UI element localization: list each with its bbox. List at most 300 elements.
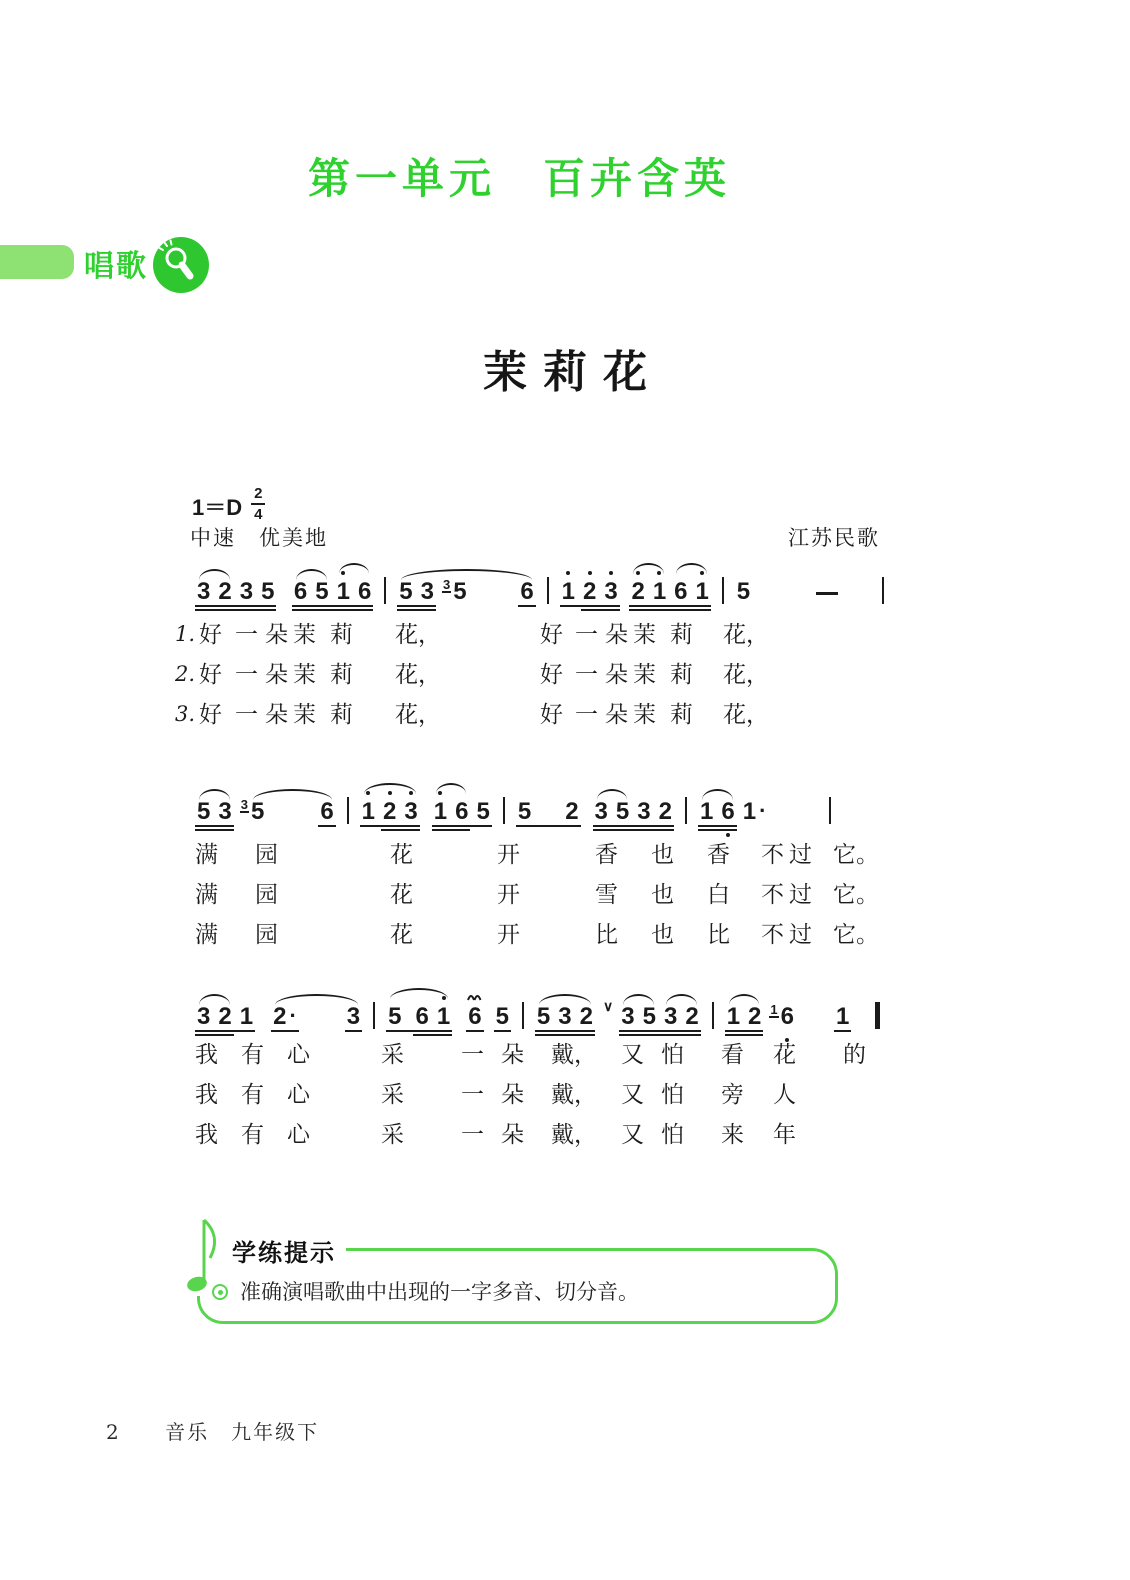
augmentation-dot: · bbox=[759, 798, 767, 823]
underline bbox=[195, 1034, 234, 1036]
lyric-char: 花， bbox=[723, 662, 769, 688]
lyric-char: 人 bbox=[773, 1082, 796, 1108]
underline bbox=[494, 1030, 511, 1032]
key-signature bbox=[192, 486, 265, 522]
note: 3 5 bbox=[442, 577, 467, 605]
lyric-char: 采 bbox=[381, 1082, 404, 1108]
slur bbox=[339, 563, 370, 574]
barline bbox=[722, 577, 724, 604]
slur bbox=[702, 789, 733, 800]
duration-dash bbox=[816, 592, 839, 595]
underline bbox=[413, 1034, 452, 1036]
note: 5 bbox=[736, 578, 751, 605]
note-group bbox=[723, 1005, 766, 1029]
spacer bbox=[257, 1028, 269, 1029]
note: 6 bbox=[464, 1005, 485, 1029]
underline bbox=[834, 1030, 851, 1032]
lyric-char: 莉 bbox=[330, 622, 353, 648]
note: 5 bbox=[197, 798, 211, 825]
note: 2 bbox=[685, 1003, 699, 1030]
lyric-char: 不 bbox=[761, 842, 784, 868]
slur bbox=[436, 783, 467, 794]
spacer bbox=[583, 823, 591, 824]
underline bbox=[698, 825, 737, 827]
lyric-char: 花 bbox=[390, 882, 413, 908]
note: 1 bbox=[433, 1005, 454, 1029]
lyric-char: 朵 bbox=[605, 662, 628, 688]
lyric-char: 茉 bbox=[293, 702, 316, 728]
note: 3 bbox=[594, 798, 608, 825]
spacer bbox=[770, 823, 820, 824]
lyric-char: 它。 bbox=[833, 842, 879, 868]
note: 5 bbox=[536, 1003, 551, 1030]
barline bbox=[685, 797, 687, 824]
spacer bbox=[853, 1028, 863, 1029]
note: 1 bbox=[430, 800, 451, 824]
underline bbox=[195, 609, 276, 611]
lyric-char: 心 bbox=[287, 1082, 310, 1108]
note: 1 bbox=[699, 798, 714, 825]
note-group bbox=[492, 1005, 513, 1029]
note: 2 bbox=[565, 798, 579, 825]
note: 3 bbox=[197, 578, 211, 605]
note: 2 bbox=[748, 1003, 762, 1030]
lyric-char: 一 bbox=[575, 622, 598, 648]
lyric-char: 怕 bbox=[661, 1122, 684, 1148]
note-group bbox=[290, 580, 375, 604]
note: 1 bbox=[692, 580, 713, 604]
note: 6 bbox=[415, 1003, 429, 1030]
lyric-char: 又 bbox=[621, 1082, 644, 1108]
lyric-char: 朵 bbox=[605, 622, 628, 648]
lyric-char: 茉 bbox=[633, 622, 656, 648]
underline bbox=[271, 1030, 299, 1032]
note-group bbox=[193, 800, 236, 824]
note-group bbox=[430, 800, 494, 824]
underline bbox=[195, 825, 234, 827]
note: 1 bbox=[649, 580, 670, 604]
barline bbox=[882, 577, 884, 604]
note: 6 bbox=[717, 800, 738, 824]
underline bbox=[518, 605, 535, 607]
note: 1 6 bbox=[765, 1003, 798, 1029]
underline bbox=[725, 1034, 764, 1036]
lyric-char: 莉 bbox=[670, 662, 693, 688]
slur bbox=[633, 563, 664, 574]
underline bbox=[292, 609, 373, 611]
note: 3 bbox=[239, 578, 254, 605]
lyric-char: 莉 bbox=[670, 622, 693, 648]
note: 5 bbox=[642, 1003, 656, 1030]
underline bbox=[535, 1034, 595, 1036]
note: 2 bbox=[658, 798, 672, 825]
underline bbox=[466, 1030, 483, 1032]
note-group bbox=[579, 580, 622, 604]
note: 2 bbox=[379, 800, 400, 824]
lyric-char: 花 bbox=[390, 922, 413, 948]
lyric-char: 不 bbox=[761, 922, 784, 948]
barline bbox=[712, 1002, 714, 1029]
lyric-char: 有 bbox=[241, 1122, 264, 1148]
lyric-char: 也 bbox=[651, 842, 674, 868]
spacer bbox=[844, 603, 873, 604]
lyric-char: 2. bbox=[175, 662, 196, 686]
slur bbox=[199, 789, 230, 800]
note: 5 bbox=[315, 578, 329, 605]
spacer bbox=[471, 603, 517, 604]
note: 5 bbox=[476, 798, 490, 825]
lyric-char: 一 bbox=[235, 662, 258, 688]
footer bbox=[106, 1416, 319, 1445]
note-group bbox=[379, 800, 422, 824]
note: 3 bbox=[621, 1003, 635, 1030]
note-group bbox=[533, 1005, 597, 1029]
lyric-char: 有 bbox=[241, 1082, 264, 1108]
barline bbox=[547, 577, 549, 604]
underline bbox=[560, 605, 620, 607]
lyric-char: 年 bbox=[773, 1122, 796, 1148]
lyric-char: 旁 bbox=[721, 1082, 744, 1108]
barline bbox=[384, 577, 386, 604]
lyric-char: 朵 bbox=[265, 702, 288, 728]
lyric-char: 好 bbox=[199, 702, 222, 728]
page-number: 2 bbox=[106, 1420, 119, 1444]
lyric-char: 莉 bbox=[330, 702, 353, 728]
lyric-char: 心 bbox=[287, 1042, 310, 1068]
lyric-char: 花， bbox=[395, 622, 441, 648]
underline bbox=[360, 825, 420, 827]
underline bbox=[629, 605, 710, 607]
lyric-char: 园 bbox=[255, 882, 278, 908]
tempo-marking: 中速 优美地 bbox=[190, 526, 328, 550]
spacer bbox=[422, 823, 430, 824]
note: 3 bbox=[600, 580, 621, 604]
underline bbox=[698, 829, 737, 831]
note-group bbox=[411, 1005, 454, 1029]
spacer bbox=[535, 823, 561, 824]
book-title: 音乐 九年级下 bbox=[165, 1420, 320, 1444]
notation-line-2 bbox=[193, 790, 893, 824]
lyric-char: 花 bbox=[773, 1042, 796, 1068]
note-group bbox=[464, 1005, 485, 1029]
note: 3 bbox=[218, 798, 232, 825]
barline bbox=[347, 797, 349, 824]
lyric-char: 心 bbox=[287, 1122, 310, 1148]
note: 5 bbox=[615, 798, 630, 825]
note: 6 bbox=[293, 578, 308, 605]
lyric-char: 满 bbox=[195, 882, 218, 908]
lyric-char: 一 bbox=[461, 1122, 484, 1148]
underline bbox=[593, 829, 674, 831]
underline bbox=[619, 1034, 700, 1036]
lyric-char: 香 bbox=[595, 842, 618, 868]
note: 6 bbox=[520, 578, 534, 605]
slur bbox=[539, 994, 591, 1005]
singing-tab-label: 唱歌 bbox=[84, 250, 148, 283]
lyric-char: 花， bbox=[723, 622, 769, 648]
slur bbox=[729, 994, 760, 1005]
note: 3 bbox=[420, 578, 434, 605]
note: 3 5 bbox=[240, 797, 265, 825]
note: 1 bbox=[558, 580, 579, 604]
note: 3 bbox=[663, 1003, 678, 1030]
lyric-char: 好 bbox=[199, 662, 222, 688]
note: 3 bbox=[637, 798, 651, 825]
underline bbox=[345, 1030, 362, 1032]
tips-title: 学练提示 bbox=[226, 1233, 346, 1268]
spacer bbox=[301, 1028, 343, 1029]
note-group bbox=[516, 580, 537, 604]
note: 5 bbox=[399, 578, 413, 605]
slur bbox=[666, 994, 697, 1005]
octave-dot-high bbox=[609, 571, 613, 575]
note: 1 bbox=[239, 1003, 254, 1030]
lyric-char: 过 bbox=[789, 922, 812, 948]
lyric-char: 开 bbox=[497, 882, 520, 908]
underline bbox=[381, 829, 420, 831]
underline bbox=[397, 609, 436, 611]
note-group bbox=[430, 800, 473, 824]
lyric-char: 它。 bbox=[833, 922, 879, 948]
microphone-icon bbox=[153, 237, 209, 293]
spacer bbox=[798, 1028, 832, 1029]
lyric-char: 我 bbox=[195, 1122, 218, 1148]
lyric-char: 一 bbox=[235, 702, 258, 728]
note-group bbox=[832, 1005, 853, 1029]
note-group bbox=[193, 1005, 236, 1029]
lyric-char: 一 bbox=[461, 1082, 484, 1108]
note: 2 bbox=[218, 578, 232, 605]
note: 6 bbox=[674, 578, 688, 605]
note-group bbox=[395, 580, 438, 604]
lyric-char: 好 bbox=[540, 622, 563, 648]
underline bbox=[386, 1030, 452, 1032]
note: 6 bbox=[357, 578, 372, 605]
lyric-char: 开 bbox=[497, 922, 520, 948]
lyric-char: 朵 bbox=[501, 1042, 524, 1068]
spacer bbox=[278, 603, 289, 604]
underline bbox=[516, 825, 581, 827]
slur bbox=[199, 994, 230, 1005]
octave-dot-high bbox=[566, 571, 570, 575]
lyric-char: 开 bbox=[497, 842, 520, 868]
spacer bbox=[268, 823, 316, 824]
lyric-char: 比 bbox=[595, 922, 618, 948]
lyric-char: 来 bbox=[721, 1122, 744, 1148]
underline bbox=[535, 1030, 595, 1032]
lyric-char: 也 bbox=[651, 922, 674, 948]
microphone-glyph bbox=[153, 237, 209, 293]
lyric-char: 过 bbox=[789, 882, 812, 908]
slur bbox=[253, 789, 332, 800]
slur bbox=[623, 994, 654, 1005]
note-group bbox=[591, 800, 676, 824]
spacer bbox=[454, 1028, 464, 1029]
lyric-char: 又 bbox=[621, 1122, 644, 1148]
note-group bbox=[627, 580, 712, 604]
lyric-char: 一 bbox=[461, 1042, 484, 1068]
underline bbox=[581, 609, 620, 611]
note: 1 · bbox=[742, 798, 767, 825]
slur bbox=[390, 988, 448, 999]
lyric-char: 看 bbox=[721, 1042, 744, 1068]
augmentation-dot: · bbox=[289, 1003, 297, 1028]
note-group bbox=[269, 1005, 301, 1029]
underline bbox=[195, 829, 234, 831]
lyric-char: 茉 bbox=[293, 622, 316, 648]
underline bbox=[432, 829, 471, 831]
note: 6 bbox=[455, 798, 469, 825]
barline bbox=[522, 1002, 524, 1029]
slur bbox=[364, 783, 416, 794]
time-signature bbox=[251, 486, 265, 522]
lyric-char: 朵 bbox=[605, 702, 628, 728]
note-group bbox=[193, 580, 278, 604]
lyric-char: 也 bbox=[651, 882, 674, 908]
time-numerator: 2 bbox=[251, 486, 265, 505]
note-group bbox=[343, 1005, 364, 1029]
lyric-char: 雪 bbox=[595, 882, 618, 908]
final-barline bbox=[875, 1002, 880, 1029]
lyric-char: 我 bbox=[195, 1042, 218, 1068]
note-group bbox=[617, 1005, 702, 1029]
breath-mark: ∨ bbox=[603, 998, 614, 1014]
lyric-char: 一 bbox=[575, 702, 598, 728]
spacer bbox=[754, 603, 809, 604]
slur bbox=[199, 569, 230, 580]
lyric-char: 茉 bbox=[293, 662, 316, 688]
barline bbox=[373, 1002, 375, 1029]
note: 5 bbox=[517, 798, 532, 825]
barline bbox=[829, 797, 831, 824]
underline bbox=[292, 605, 373, 607]
lyric-char: 戴， bbox=[551, 1082, 597, 1108]
lyric-char: 采 bbox=[381, 1122, 404, 1148]
key-label: 1＝D bbox=[192, 495, 243, 520]
song-title: 茉莉花 bbox=[483, 347, 663, 398]
lyric-char: 园 bbox=[255, 842, 278, 868]
notation-line-3 bbox=[193, 995, 893, 1029]
note: 2 bbox=[218, 1003, 232, 1030]
octave-dot-high bbox=[588, 571, 592, 575]
source-label: 江苏民歌 bbox=[788, 526, 880, 550]
lyric-char: 的 bbox=[843, 1042, 866, 1068]
lyric-char: 一 bbox=[575, 662, 598, 688]
note: 1 bbox=[358, 800, 379, 824]
note: 5 bbox=[495, 1003, 509, 1030]
lyric-char: 有 bbox=[241, 1042, 264, 1068]
lyric-char: 采 bbox=[381, 1042, 404, 1068]
note: 2 bbox=[579, 1003, 593, 1030]
note-group bbox=[358, 800, 422, 824]
mordent-icon bbox=[466, 992, 484, 1001]
note: 2 · bbox=[273, 1003, 297, 1030]
lyric-char: 满 bbox=[195, 922, 218, 948]
note: 3 bbox=[400, 800, 421, 824]
note-group bbox=[193, 1005, 257, 1029]
lyric-char: 花， bbox=[723, 702, 769, 728]
note-group bbox=[514, 800, 583, 824]
tips-text: 准确演唱歌曲中出现的一字多音、切分音。 bbox=[240, 1280, 639, 1304]
underline bbox=[629, 609, 710, 611]
note: 1 bbox=[836, 1003, 850, 1030]
lyric-char: 朵 bbox=[501, 1082, 524, 1108]
lyric-char: 好 bbox=[199, 622, 222, 648]
grace-note: 1 bbox=[770, 1002, 778, 1017]
note-group bbox=[316, 800, 337, 824]
singing-tab bbox=[0, 245, 74, 279]
underline bbox=[318, 825, 335, 827]
grace-note: 3 bbox=[442, 577, 451, 592]
lyric-char: 它。 bbox=[833, 882, 879, 908]
slur bbox=[296, 569, 327, 580]
note: 2 bbox=[579, 580, 600, 604]
lyric-char: 我 bbox=[195, 1082, 218, 1108]
underline bbox=[619, 1030, 700, 1032]
spacer bbox=[597, 1028, 601, 1029]
underline bbox=[432, 825, 492, 827]
note: 5 bbox=[261, 578, 275, 605]
underline bbox=[195, 605, 276, 607]
lyric-char: 朵 bbox=[265, 622, 288, 648]
lyric-char: 满 bbox=[195, 842, 218, 868]
slur bbox=[275, 994, 358, 1005]
lyric-char: 不 bbox=[761, 882, 784, 908]
lyric-char: 茉 bbox=[633, 702, 656, 728]
lyric-char: 戴， bbox=[551, 1122, 597, 1148]
note: 5 bbox=[388, 1003, 402, 1030]
underline bbox=[195, 1030, 255, 1032]
note: 3 bbox=[346, 1003, 361, 1030]
lyric-char: 香 bbox=[707, 842, 730, 868]
lyric-char: 又 bbox=[621, 1042, 644, 1068]
lyric-char: 园 bbox=[255, 922, 278, 948]
lyric-char: 好 bbox=[540, 702, 563, 728]
grace-note: 3 bbox=[240, 797, 248, 812]
lyric-char: 莉 bbox=[330, 662, 353, 688]
lyric-char: 过 bbox=[789, 842, 812, 868]
tips-bullet-icon bbox=[212, 1284, 228, 1300]
lyric-char: 朵 bbox=[501, 1122, 524, 1148]
lyric-char: 戴， bbox=[551, 1042, 597, 1068]
lyric-char: 花， bbox=[395, 702, 441, 728]
note-group bbox=[558, 580, 622, 604]
lyric-char: 怕 bbox=[661, 1042, 684, 1068]
slur bbox=[676, 563, 707, 574]
lyric-char: 花 bbox=[390, 842, 413, 868]
underline bbox=[593, 825, 674, 827]
note: 1 bbox=[726, 1003, 741, 1030]
lyric-char: 好 bbox=[540, 662, 563, 688]
slur bbox=[401, 569, 531, 580]
unit-title: 第一单元 百卉含英 bbox=[308, 155, 732, 202]
lyric-char: 怕 bbox=[661, 1082, 684, 1108]
note: 2 bbox=[627, 580, 648, 604]
note-group bbox=[696, 800, 739, 824]
note: 6 bbox=[320, 798, 334, 825]
lyric-char: 茉 bbox=[633, 662, 656, 688]
underline bbox=[397, 605, 436, 607]
lyric-char: 花， bbox=[395, 662, 441, 688]
note: 3 bbox=[558, 1003, 572, 1030]
lyric-char: 莉 bbox=[670, 702, 693, 728]
lyric-char: 1. bbox=[175, 622, 196, 646]
lyric-char: 一 bbox=[235, 622, 258, 648]
barline bbox=[503, 797, 505, 824]
note: 1 bbox=[333, 580, 354, 604]
lyric-char: 白 bbox=[707, 882, 730, 908]
note: 3 bbox=[197, 1003, 211, 1030]
